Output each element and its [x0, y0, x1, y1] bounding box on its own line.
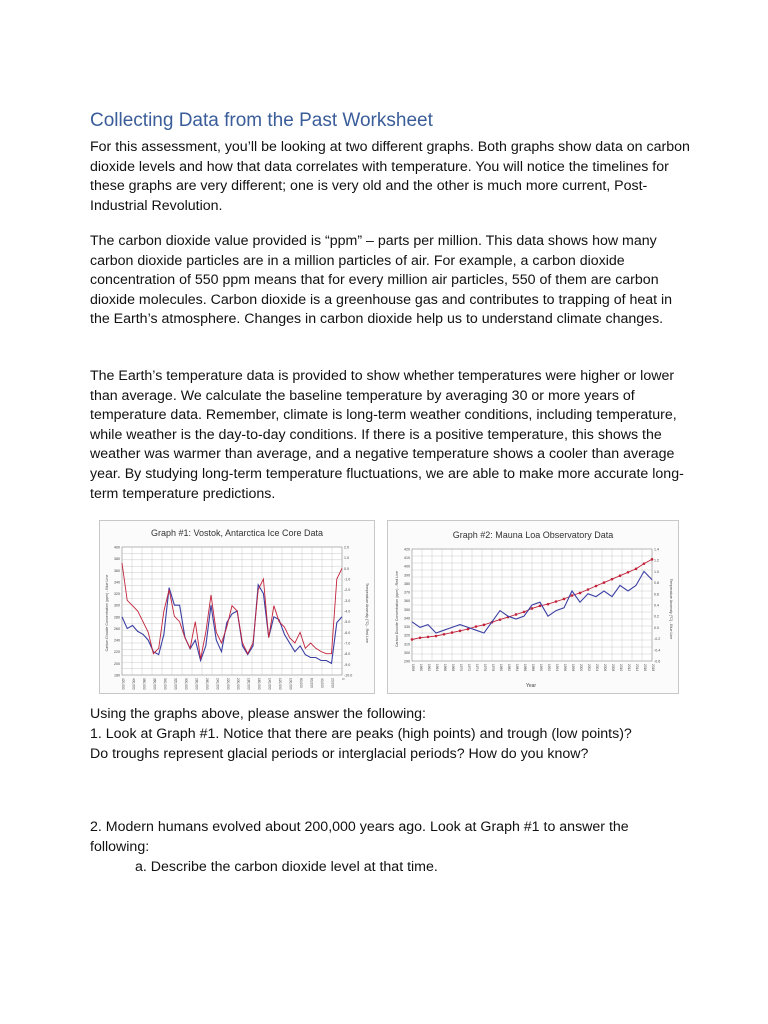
g2-xtick-label: 1960	[419, 664, 423, 672]
g2-series-point	[523, 611, 526, 614]
g1-y2tick-label: -1.0	[344, 577, 351, 582]
g1-xtick-label: 260,000	[204, 678, 209, 690]
g2-series-point	[555, 600, 558, 603]
g2-ytick-label: 300	[404, 650, 410, 655]
g1-xtick-label: 380,000	[141, 678, 146, 690]
g2-series-point	[651, 558, 654, 561]
g1-xtick-label: 360,000	[152, 678, 157, 690]
g1-xtick-label: 80,000	[299, 678, 304, 688]
g2-xtick-label: 1966	[443, 664, 447, 672]
g1-y2tick-label: -6.0	[344, 630, 351, 635]
g1-xtick-label: 320,000	[173, 678, 178, 690]
g1-y2tick-label: -9.0	[344, 662, 351, 667]
g1-ytick-label: 400	[114, 545, 120, 550]
g1-xtick-label: 100,000	[288, 678, 293, 690]
g2-series-point	[475, 625, 478, 628]
g1-y2tick-label: -7.0	[344, 641, 351, 646]
questions-intro: Using the graphs above, please answer the following:	[90, 706, 426, 722]
g1-xtick-label: 300,000	[183, 678, 188, 690]
g1-xtick-label: 200,000	[236, 678, 241, 690]
g2-xtick-label: 1970	[459, 664, 463, 672]
g1-ytick-label: 340	[114, 580, 120, 585]
question-2-line-1: 2. Modern humans evolved about 200,000 years ago. Look at Graph #1 to answer the	[90, 819, 629, 835]
graph-mauna-loa-y2label: Temperature Anomaly (°C) - Blue Line	[669, 578, 673, 640]
g1-ytick-label: 200	[114, 661, 120, 666]
g2-y2tick-label: -0.2	[654, 637, 661, 642]
g1-xtick-label: 120,000	[278, 678, 283, 690]
g2-y2tick-label: 1.2	[654, 558, 659, 563]
g2-series-point	[451, 631, 454, 634]
g1-y2tick-label: -10.0	[344, 673, 353, 678]
g1-xtick-label: 160,000	[257, 678, 262, 690]
g2-series-point	[419, 636, 422, 639]
g2-ytick-label: 360	[404, 599, 410, 604]
g2-ytick-label: 390	[404, 573, 410, 578]
g2-xtick-label: 1984	[515, 664, 519, 672]
g2-series-point	[539, 605, 542, 608]
g2-xtick-label: 1982	[507, 664, 511, 672]
g1-ytick-label: 240	[114, 638, 120, 643]
g2-series-point	[571, 594, 574, 597]
g2-series-point	[603, 581, 606, 584]
g2-ytick-label: 330	[404, 625, 410, 630]
g1-xtick-label: 420,000	[121, 678, 125, 690]
graph-mauna-loa	[387, 520, 679, 694]
graph-vostok-title: Graph #1: Vostok, Antarctica Ice Core Data	[150, 528, 324, 538]
g2-y2tick-label: -0.4	[654, 648, 661, 653]
g2-xtick-label: 1958	[411, 664, 415, 672]
question-2-line-2: following:	[90, 839, 150, 855]
g1-ytick-label: 320	[114, 592, 120, 597]
g2-ytick-label: 410	[404, 556, 410, 561]
g2-xtick-label: 2014	[635, 664, 639, 672]
g1-xtick-label: 220,000	[225, 678, 230, 690]
g1-y2tick-label: -5.0	[344, 620, 351, 625]
g2-y2tick-label: 1.0	[654, 569, 659, 574]
g1-xtick-label: 340,000	[162, 678, 167, 690]
g2-series-point	[595, 585, 598, 588]
g2-series-point	[427, 636, 430, 639]
g2-xtick-label: 1968	[451, 664, 455, 672]
g1-y2tick-label: 2.0	[344, 545, 349, 550]
graph-mauna-loa-xlabel: Year	[525, 683, 537, 689]
g2-ytick-label: 310	[404, 642, 410, 647]
g2-xtick-label: 2002	[587, 664, 591, 672]
g2-series-point	[579, 592, 582, 595]
g1-ytick-label: 280	[114, 615, 120, 620]
graph-mauna-loa-title: Graph #2: Mauna Loa Observatory Data	[452, 530, 614, 540]
g1-ytick-label: 220	[114, 650, 120, 655]
g2-series-point	[411, 638, 414, 641]
page-title: Collecting Data from the Past Worksheet	[90, 110, 433, 131]
g2-xtick-label: 1974	[475, 664, 479, 672]
g2-xtick-label: 2006	[603, 664, 607, 672]
graph-vostok-y2label: Temperature Anomaly (°C) - Red Line	[365, 583, 369, 643]
g1-y2tick-label: 0.0	[344, 566, 349, 571]
g2-xtick-label: 1992	[547, 664, 551, 672]
g2-series-point	[443, 633, 446, 636]
g1-xtick-label: 40,000	[320, 678, 325, 688]
g2-ytick-label: 370	[404, 590, 410, 595]
g2-xtick-label: 2012	[627, 664, 631, 672]
g2-ytick-label: 290	[404, 659, 410, 664]
g2-ytick-label: 320	[404, 633, 410, 638]
g2-series-point	[515, 613, 518, 616]
g2-xtick-label: 1998	[571, 664, 575, 672]
g2-xtick-label: 1978	[491, 664, 495, 672]
question-2-part-a: a. Describe the carbon dioxide level at that time.	[135, 859, 438, 875]
g2-y2tick-label: 0.4	[654, 603, 659, 608]
g1-ytick-label: 300	[114, 603, 120, 608]
question-1-line-1: 1. Look at Graph #1. Notice that there are peaks (high points) and trough (low points)?	[90, 726, 632, 742]
g2-y2tick-label: 0.6	[654, 592, 659, 597]
g1-xtick-label: 280,000	[194, 678, 199, 690]
g2-ytick-label: 340	[404, 616, 410, 621]
g2-xtick-label: 1994	[555, 664, 559, 672]
g2-ytick-label: 380	[404, 581, 410, 586]
g2-y2tick-label: 0.8	[654, 581, 659, 586]
g2-series-point	[627, 571, 630, 574]
g2-xtick-label: 2004	[595, 664, 599, 672]
g2-ytick-label: 350	[404, 607, 410, 612]
g2-xtick-label: 1980	[499, 664, 503, 672]
g2-xtick-label: 1976	[483, 664, 487, 672]
g1-xtick-label: 0	[341, 678, 345, 680]
g2-xtick-label: 2010	[619, 664, 623, 672]
g2-series-point	[635, 568, 638, 571]
g1-y2tick-label: 1.0	[344, 556, 349, 561]
g2-xtick-label: 2008	[611, 664, 615, 672]
g1-ytick-label: 360	[114, 568, 120, 573]
g2-y2tick-label: 0.2	[654, 614, 659, 619]
g2-series-point	[483, 624, 486, 627]
g2-xtick-label: 1986	[523, 664, 527, 672]
g2-xtick-label: 2000	[579, 664, 583, 672]
paragraph-temperature: The Earth’s temperature data is provided to show whether temperatures were higher or lower than average. We calculate the baseline temperature by averaging 30 or more years of temperature data. Remember, climate is long-term weather conditions, including temperature, while weather is the day-to-day conditions. If there is a positive temperature, this shows the weather was warmer than average, and a negative temperature shows a cooler than average year. By studying long-term temperature fluctuations, we are able to make more accurate long-term temperature predictions.	[90, 368, 684, 502]
g2-xtick-label: 1962	[427, 664, 431, 672]
graph-mauna-loa-svg	[388, 521, 678, 693]
g2-xtick-label: 2018	[651, 664, 655, 672]
graph-mauna-loa-ylabel: Carbon Dioxide Concentration (ppm) - Red Line	[395, 570, 399, 648]
g2-series-point	[531, 607, 534, 610]
g2-series-point	[643, 562, 646, 565]
g1-xtick-label: 180,000	[246, 678, 251, 690]
g2-xtick-label: 1964	[435, 664, 439, 672]
g1-y2tick-label: -4.0	[344, 609, 351, 614]
question-1-line-2: Do troughs represent glacial periods or interglacial periods? How do you know?	[90, 746, 589, 762]
g2-y2tick-label: 0.0	[654, 625, 659, 630]
g1-xtick-label: 20,000	[330, 678, 335, 688]
g1-ytick-label: 260	[114, 626, 120, 631]
g1-y2tick-label: -8.0	[344, 652, 351, 657]
g1-xtick-label: 60,000	[309, 678, 314, 688]
g2-series-point	[619, 574, 622, 577]
g2-xtick-label: 1996	[563, 664, 567, 672]
g2-y2tick-label: -0.6	[654, 659, 661, 664]
g2-series-point	[587, 588, 590, 591]
g1-xtick-label: 240,000	[215, 678, 220, 690]
g1-xtick-label: 400,000	[131, 678, 136, 690]
g2-y2tick-label: 1.4	[654, 547, 659, 552]
graph-vostok	[99, 520, 375, 694]
g1-y2tick-label: -3.0	[344, 598, 351, 603]
g2-xtick-label: 2016	[643, 664, 647, 672]
g1-y2tick-label: -2.0	[344, 588, 351, 593]
g2-xtick-label: 1972	[467, 664, 471, 672]
g2-xtick-label: 1988	[531, 664, 535, 672]
graph-vostok-ylabel: Carbon Dioxide Concentration (ppm) - Blue Line	[105, 574, 109, 652]
g2-series-point	[563, 598, 566, 601]
g2-series-point	[499, 618, 502, 621]
g2-series-point	[547, 603, 550, 606]
g2-series-point	[459, 630, 462, 633]
g1-xtick-label: 140,000	[267, 678, 272, 690]
g2-series-point	[435, 635, 438, 638]
g1-ytick-label: 180	[114, 673, 120, 678]
g2-ytick-label: 400	[404, 564, 410, 569]
paragraph-ppm: The carbon dioxide value provided is “ppm” – parts per million. This data shows how many carbon dioxide particles are in a million particles of air. For example, a carbon dioxide concentration of 550 ppm means that for every million air particles, 550 of them are carbon dioxide molecules. Carbon dioxide is a greenhouse gas and contributes to trapping of heat in the Earth’s atmosphere. Changes in carbon dioxide help us to understand climate changes.	[90, 233, 673, 328]
graph-vostok-svg	[100, 521, 374, 693]
g2-xtick-label: 1990	[539, 664, 543, 672]
paragraph-intro: For this assessment, you’ll be looking at two different graphs. Both graphs show data on carbon dioxide levels and how that data correlates with temperature. You will notice the timelines for these graphs are very different; one is very old and the other is much more current, Post-Industrial Revolution.	[90, 139, 690, 214]
g2-ytick-label: 420	[404, 547, 410, 552]
g2-series-point	[611, 578, 614, 581]
g1-ytick-label: 380	[114, 557, 120, 562]
